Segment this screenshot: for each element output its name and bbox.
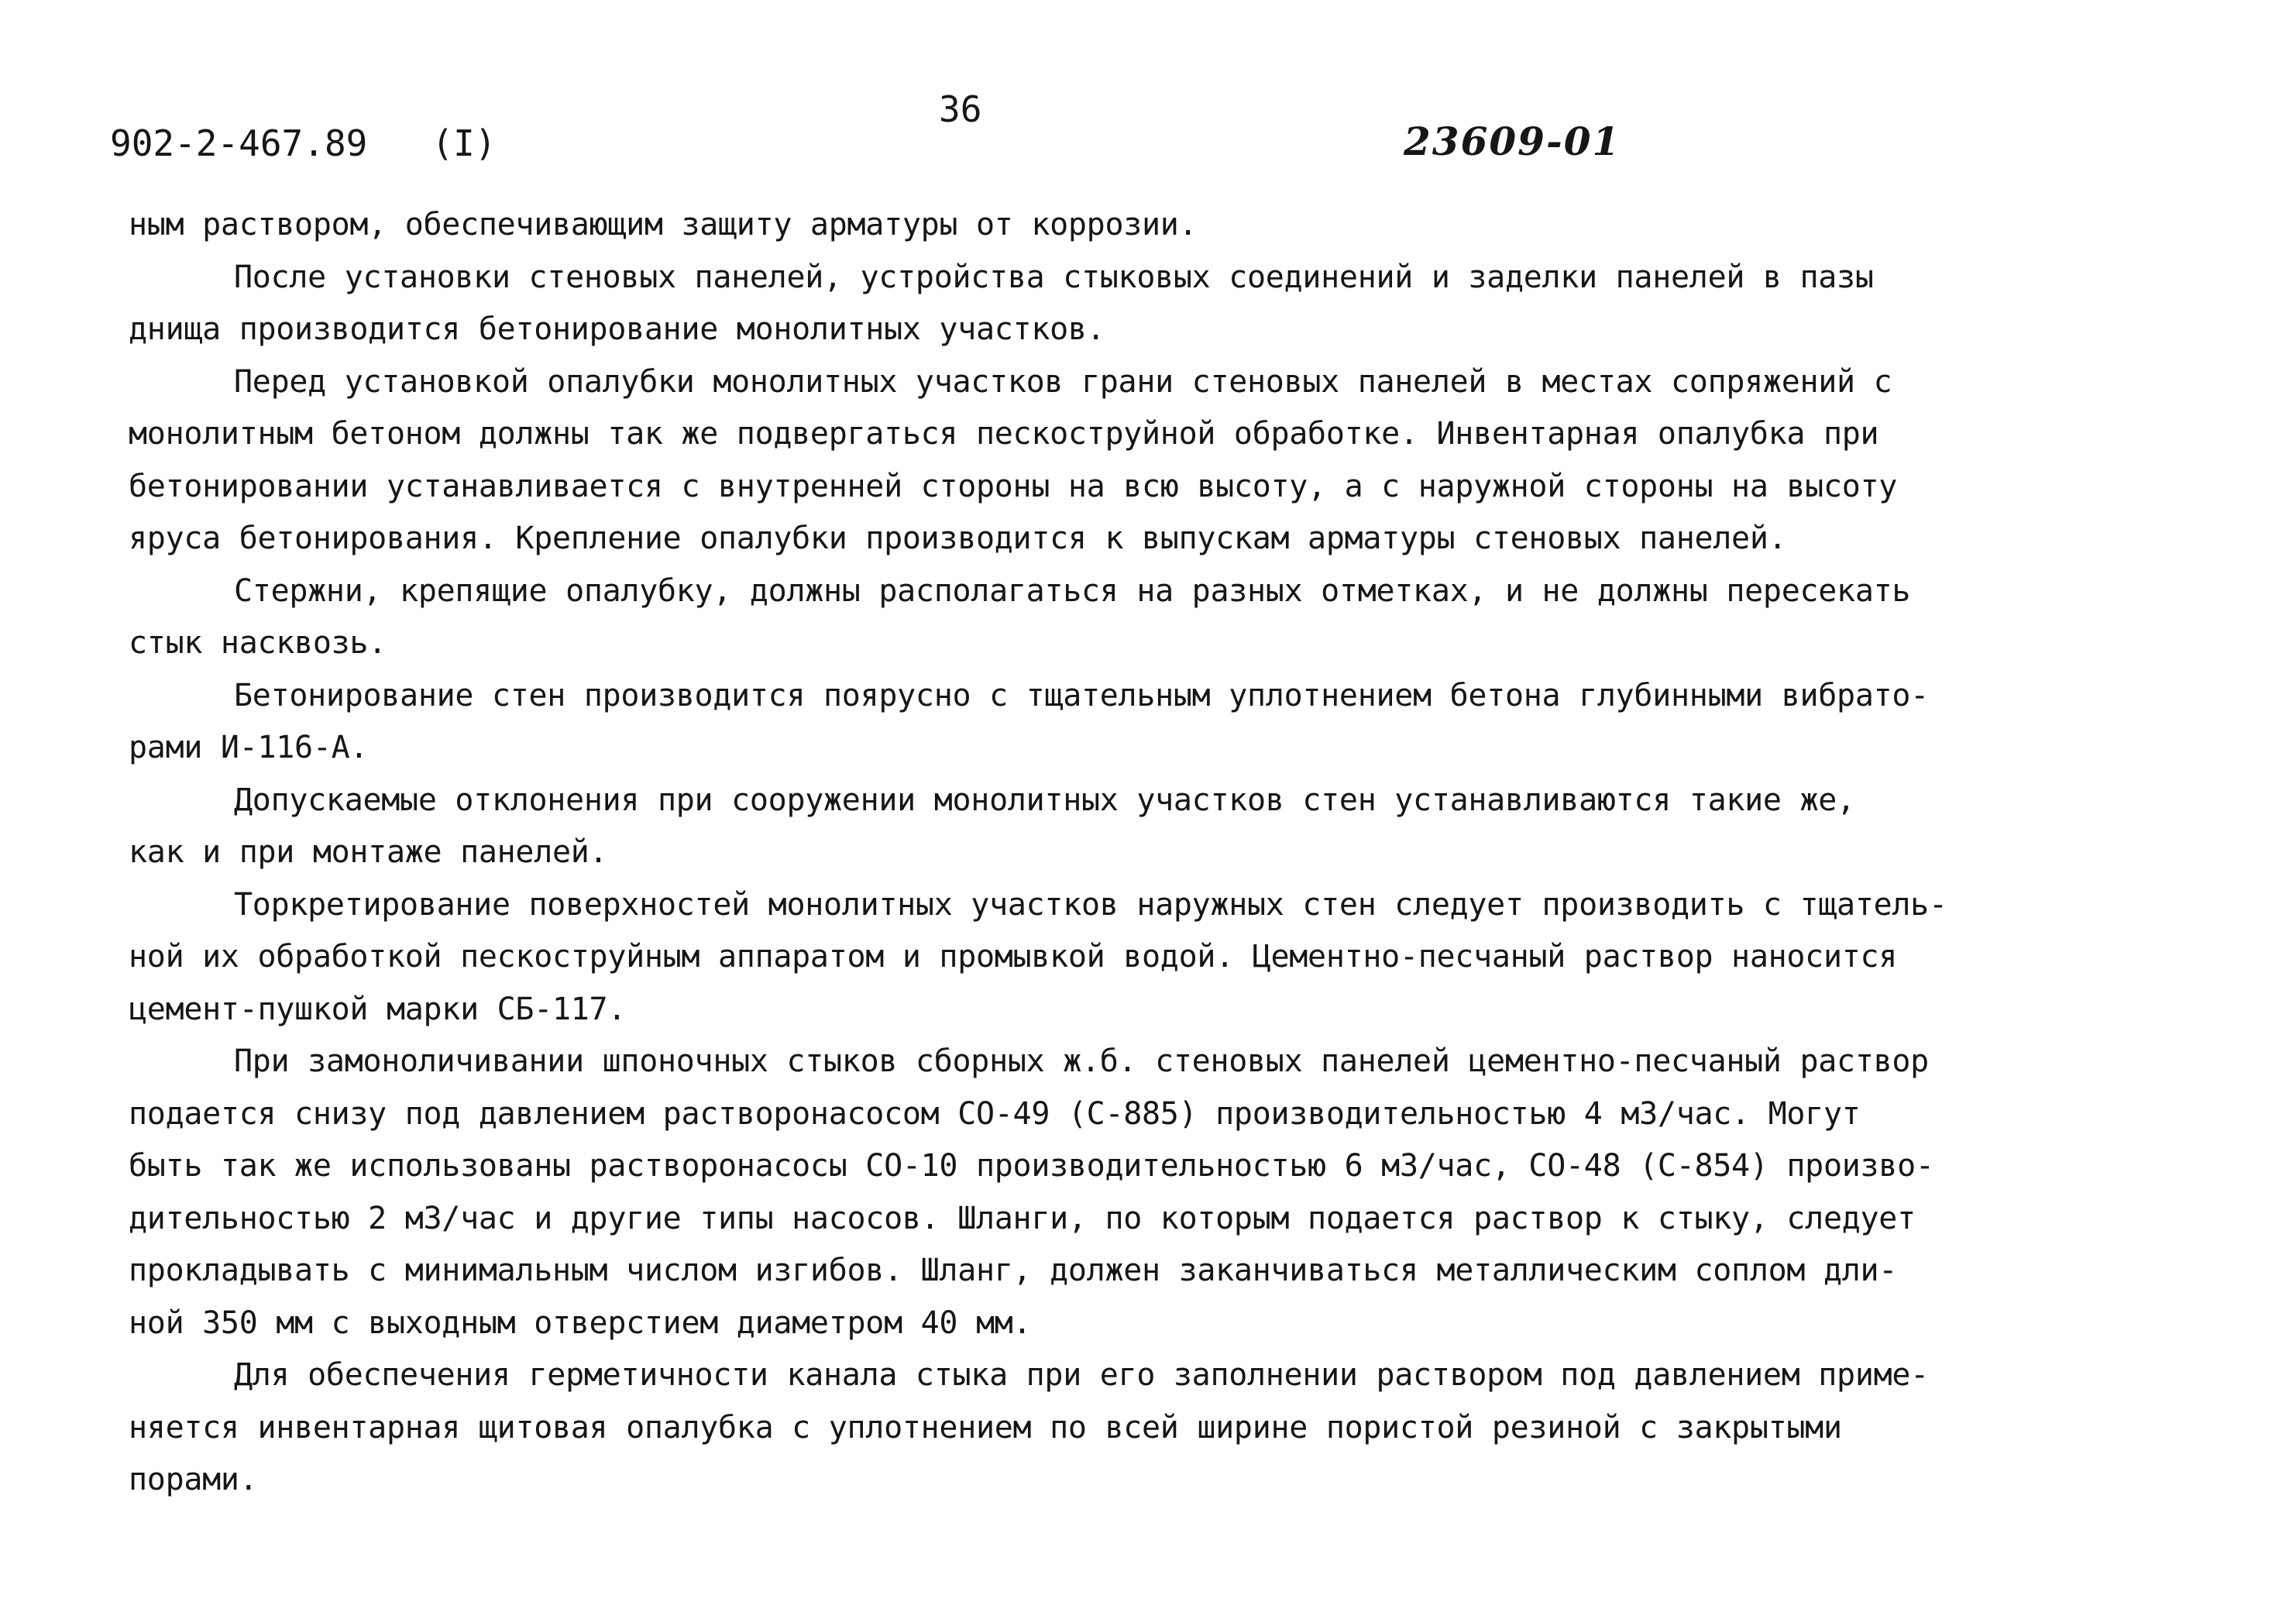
paragraph xyxy=(129,670,2236,775)
text-line: днища производится бетонирование монолитных участков. xyxy=(129,311,1105,347)
text-line: ной их обработкой пескоструйным аппаратом и промывкой водой. Цементно-песчаный раствор наносится xyxy=(129,939,1898,975)
text-line: рами И-116-А. xyxy=(129,730,369,765)
paragraph xyxy=(129,1036,2236,1349)
text-line: Торкретирование поверхностей монолитных участков наружных стен следует производить с тщатель- xyxy=(234,886,1947,923)
paragraph xyxy=(129,879,2236,1036)
text-line: яруса бетонирования. Крепление опалубки производится к выпускам арматуры стеновых панелей. xyxy=(129,521,1787,556)
text-line: Допускаемые отклонения при сооружении монолитных участков стен устанавливаются такие же, xyxy=(234,782,1855,818)
text-line: цемент-пушкой марки СБ-117. xyxy=(129,991,627,1027)
text-line: монолитным бетоном должны так же подвергаться пескоструйной обработке. Инвентарная опалубка при xyxy=(129,416,1879,452)
text-line: няется инвентарная щитовая опалубка с уплотнением по всей ширине пористой резиной с закрытыми xyxy=(129,1409,1842,1446)
text-line: как и при монтаже панелей. xyxy=(129,834,608,870)
text-line: бетонировании устанавливается с внутренней стороны на всю высоту, а с наружной стороны на высоту xyxy=(129,468,1898,504)
text-line: стык насквозь. xyxy=(129,625,387,661)
paragraph xyxy=(129,1349,2236,1507)
text-line: Для обеспечения герметичности канала стыка при его заполнении раствором под давлением приме- xyxy=(234,1357,1929,1393)
text-line: Бетонирование стен производится поярусно с тщательным уплотнением бетона глубинными вибрато- xyxy=(234,677,1929,713)
document-section: (I) xyxy=(431,122,497,164)
paragraph xyxy=(129,252,2236,356)
text-line: ным раствором, обеспечивающим защиту арматуры от коррозии. xyxy=(129,207,1198,242)
text-line: порами. xyxy=(129,1462,258,1497)
document-body xyxy=(129,199,2236,1507)
text-line: Стержни, крепящие опалубку, должны располагаться на разных отметках, и не должны пересекать xyxy=(234,572,1911,609)
text-line: При замоноличивании шпоночных стыков сборных ж.б. стеновых панелей цементно-песчаный раствор xyxy=(234,1043,1929,1079)
page-number: 36 xyxy=(939,88,982,130)
text-line: подается снизу под давлением растворонасосом СО-49 (С-885) производительностью 4 м3/час. Могут xyxy=(129,1095,1861,1132)
document-code xyxy=(110,122,497,164)
text-line: Перед установкой опалубки монолитных участков грани стеновых панелей в местах сопряжений с xyxy=(234,363,1892,400)
paragraph xyxy=(129,566,2236,670)
paragraph xyxy=(129,199,2236,252)
text-line: ной 350 мм с выходным отверстием диаметром 40 мм. xyxy=(129,1305,1032,1341)
paragraph xyxy=(129,356,2236,566)
text-line: быть так же использованы растворонасосы СО-10 производительностью 6 м3/час, СО-48 (С-854) произво- xyxy=(129,1148,1934,1184)
inventory-number: 23609-01 xyxy=(1404,119,1621,164)
text-line: дительностью 2 м3/час и другие типы насосов. Шланги, по которым подается раствор к стыку, следует xyxy=(129,1200,1916,1236)
text-line: После установки стеновых панелей, устройства стыковых соединений и заделки панелей в пазы xyxy=(234,259,1874,295)
text-line: прокладывать с минимальным числом изгибов. Шланг, должен заканчиваться металлическим соплом дли- xyxy=(129,1253,1898,1288)
document-code-number: 902-2-467.89 xyxy=(110,122,368,164)
paragraph xyxy=(129,775,2236,879)
